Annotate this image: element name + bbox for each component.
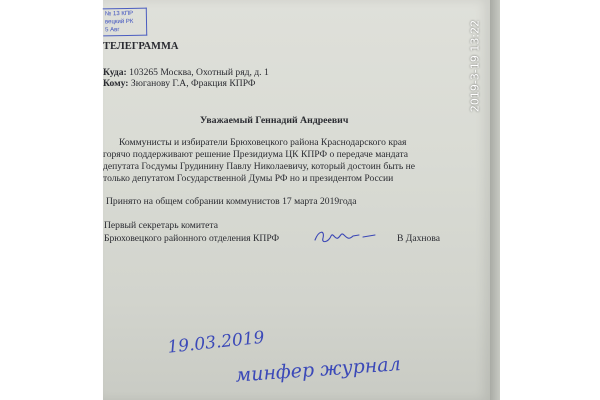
registration-stamp bbox=[103, 8, 147, 37]
svg-text:минфер журнал: минфер журнал bbox=[234, 353, 402, 387]
body-line: депутата Госдумы Грудинину Павлу Николаевичу, который достоин быть не bbox=[103, 161, 416, 172]
salutation: Уважаемый Геннадий Андреевич bbox=[200, 115, 349, 126]
recipient-value: Зюганову Г.А, Фракция КПРФ bbox=[130, 78, 256, 89]
recipient-label: Кому: bbox=[103, 78, 129, 89]
stamp-line: вецкий РК bbox=[104, 18, 134, 26]
signature-title: Первый секретарь комитета bbox=[104, 220, 218, 231]
stamp-line: 5 Авг bbox=[105, 27, 120, 34]
signature-scribble bbox=[311, 226, 381, 248]
page-edge bbox=[490, 0, 500, 400]
handwritten-note bbox=[231, 346, 401, 388]
address-value: 103265 Москва, Охотный ряд, д. 1 bbox=[129, 67, 269, 78]
photo-timestamp bbox=[465, 6, 485, 126]
signer-name: В Дахнова bbox=[397, 233, 440, 244]
telegram-sheet bbox=[103, 0, 490, 400]
recipient-line bbox=[103, 78, 255, 90]
svg-text:19.03.2019: 19.03.2019 bbox=[166, 327, 266, 358]
telegram-heading: ТЕЛЕГРАММА bbox=[103, 41, 179, 52]
address-label: Куда: bbox=[103, 67, 127, 78]
stamp-line: № 13 КПР bbox=[104, 10, 134, 18]
timestamp-text: 2019-3-19 13:22 bbox=[468, 19, 482, 113]
body-line: только депутатом Государственной Думы РФ но и президентом России bbox=[103, 173, 394, 184]
body-line: горячо поддерживают решение Президиума ЦК КПРФ о передаче мандата bbox=[103, 149, 409, 160]
body-line: Коммунисты и избиратели Брюховецкого района Краснодарского края bbox=[119, 137, 407, 148]
adopted-note: Принято на общем собрании коммунистов 17 марта 2019года bbox=[106, 196, 357, 207]
signature-organization: Брюховецкого районного отделения КПРФ bbox=[104, 233, 280, 244]
